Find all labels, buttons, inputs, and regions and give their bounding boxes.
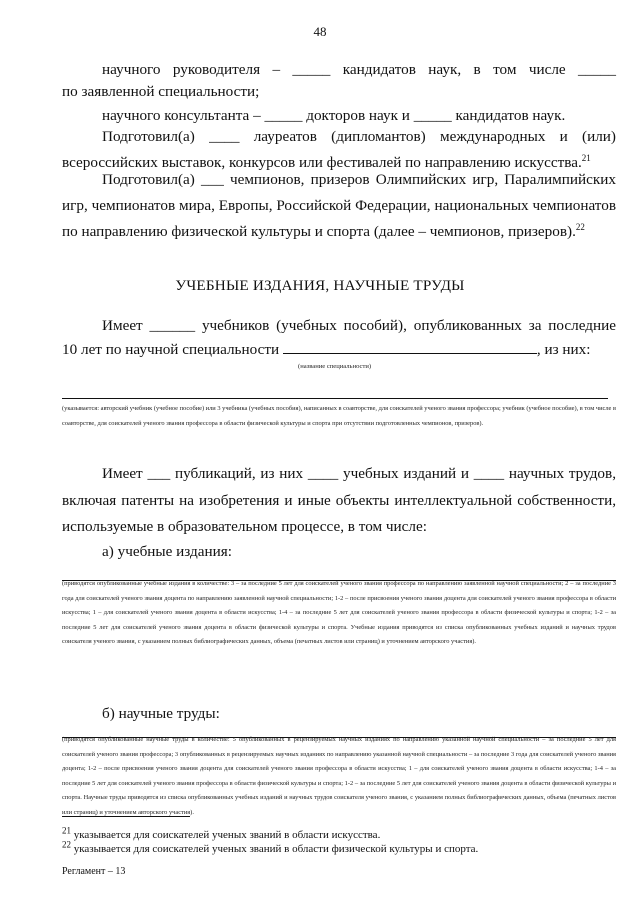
footnote-21-text: указывается для соискателей ученых званий в области искусства.: [71, 829, 381, 841]
educational-editions-note: (приводятся опубликованные учебные издания в количестве: 3 – за последние 5 лет для соискателей ученого звания профессора по направлению заявленной научной специальности; 2 – за последние 3 года для соискателей ученого звания доцента по направлению заявленной научной специальности; 1-2 – после присвоения ученого звания доцента для соискателей ученого звания профессора в области искусства; 1 – для соискателей ученого звания доцента в области искусства; 1-4 – за последние 5 лет для соискателей ученого звания профессора в области физической культуры и спорта; 1-2 – за последние 5 лет для соискателей ученого звания доцента в области физической культуры и спорта. Учебные издания приводятся из списка опубликованных учебных изданий и научных трудов соискателя ученого звания, с указанием полных библиографических данных, объема (печатных листов или страниц) и уточнением авторского участия).: [62, 580, 616, 646]
textbooks-line1: Имеет ______ учебников (учебных пособий), опубликованных за последние: [102, 317, 616, 334]
champions-text: Подготовил(а) ___ чемпионов, призеров Олимпийских игр, Паралимпийских игр, чемпионатов мира, Европы, Российской Федерации, национальных чемпионатов по направлению физической культуры и спорта (далее – чемпионов, призеров).: [62, 171, 616, 240]
textbooks-line2: [62, 337, 616, 363]
textbooks-line2-end: , из них:: [536, 341, 591, 358]
paragraph-supervisor-line2: по заявленной специальности;: [62, 83, 260, 100]
footnote-22-number: 22: [62, 839, 71, 850]
paragraph-consultant: научного консультанта – _____ докторов наук и _____ кандидатов наук.: [102, 107, 566, 124]
publications-paragraph: Имеет ___ публикаций, из них ____ учебных изданий и ____ научных трудов, включая патенты на изобретения и иные объекты интеллектуальной собственности, используемые в образовательном процессе, в том числе:: [62, 465, 616, 535]
footnote-22-text: указывается для соискателей ученых званий в области физической культуры и спорта.: [71, 843, 479, 855]
footnote-22: [62, 839, 479, 856]
section-title: УЧЕБНЫЕ ИЗДАНИЯ, НАУЧНЫЕ ТРУДЫ: [175, 277, 465, 294]
footnote-ref-22: 22: [575, 221, 585, 232]
educational-editions-label: а) учебные издания:: [102, 543, 232, 560]
footnote-separator: [62, 816, 190, 817]
textbooks-fill-line[interactable]: [62, 398, 608, 399]
footnote-ref-21: 21: [581, 152, 591, 163]
specialty-blank[interactable]: [283, 339, 537, 354]
footnote-21-number: 21: [62, 825, 71, 836]
laureates-text: Подготовил(а) ____ лауреатов (дипломантов) международных и (или) всероссийских выставок, конкурсов или фестивалей по направлению искусства.: [62, 128, 616, 171]
paragraph-champions: [62, 167, 616, 245]
scientific-works-note: (приводятся опубликованные научные труды в количестве: 5 опубликованных в рецензируемых научных изданиях по направлению указанной научной специальности – за последние 5 лет для соискателей ученого звания профессора; 3 опубликованных в рецензируемых научных изданиях по направлению указанной научной специальности – за последние 3 года для соискателей ученого звания доцента; 1-2 – после присвоения ученого звания доцента для соискателей ученого звания профессора в области искусства; 1 – для соискателей ученого звания доцента в области искусства; 1-4 – за последние 5 лет для соискателей ученого звания профессора в области физической культуры и спорта; 1-2 – за последние 5 лет для соискателей ученого звания доцента в области физической культуры и спорта. Научные труды приводятся из списка опубликованных учебных изданий и научных трудов соискателя ученого звания, с указанием полных библиографических данных, объема (печатных листов или страниц) и уточнением авторского участия).: [62, 736, 616, 816]
paragraph-supervisor-line1: научного руководителя – _____ кандидатов наук, в том числе _____: [102, 61, 616, 78]
textbooks-note: (указывается: авторский учебник (учебное пособие) или 3 учебника (учебных пособия), написанных в соавторстве, для соискателей ученого звания профессора; учебник (учебное пособие), в том числе в соавторстве, для соискателей ученого звания профессора в области физической культуры и спорта при отсутствии подготовленных чемпионов, призеров).: [62, 405, 616, 427]
specialty-caption: (название специальности): [298, 363, 372, 370]
footnote-21: [62, 825, 381, 842]
scientific-works-label: б) научные труды:: [102, 705, 220, 722]
textbooks-line2-start: 10 лет по научной специальности: [62, 341, 280, 358]
page-footer: Регламент – 13: [62, 866, 126, 877]
page-number: 48: [313, 24, 327, 39]
